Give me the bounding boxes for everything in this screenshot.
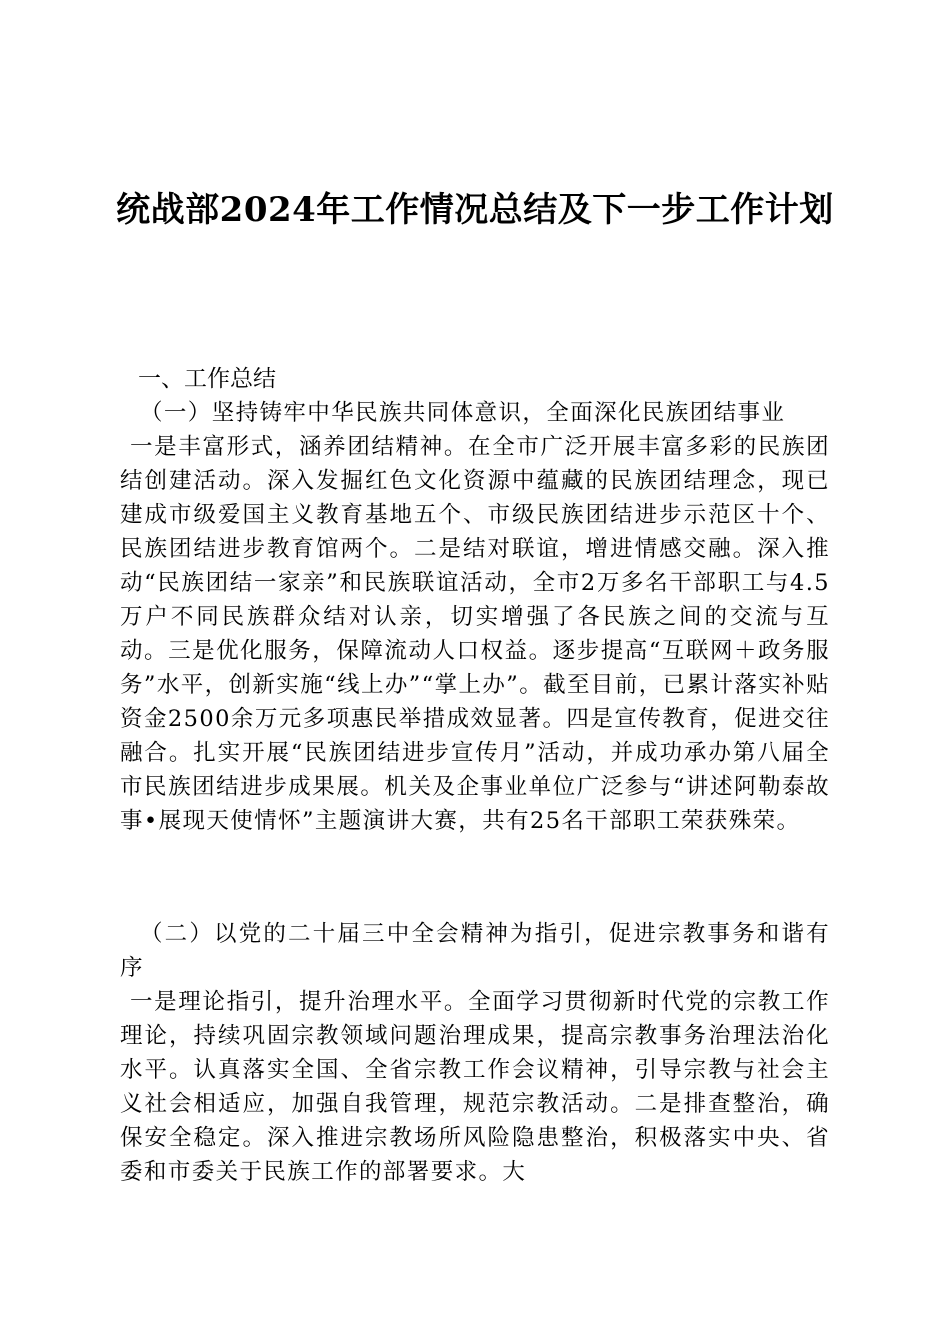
subsection-1 bbox=[120, 396, 830, 838]
subsection-2-body: 一是理论指引，提升治理水平。全面学习贯彻新时代党的宗教工作理论，持续巩固宗教领域问题治理成果，提高宗教事务治理法治化水平。认真落实全国、全省宗教工作会议精神，引导宗教与社会主义社会相适应，加强自我管理，规范宗教活动。二是排查整治，确保安全稳定。深入推进宗教场所风险隐患整治，积极落实中央、省委和市委关于民族工作的部署要求。大 bbox=[120, 989, 830, 1185]
subsection-2-heading: （二）以党的二十届三中全会精神为指引，促进宗教事务和谐有序 bbox=[120, 921, 830, 981]
document-title: 统战部2024年工作情况总结及下一步工作计划 bbox=[116, 190, 834, 230]
subsection-1-heading: （一）坚持铸牢中华民族共同体意识，全面深化民族团结事业 bbox=[140, 400, 786, 426]
subsection-1-body: 一是丰富形式，涵养团结精神。在全市广泛开展丰富多彩的民族团结创建活动。深入发掘红色文化资源中蕴藏的民族团结理念，现已建成市级爱国主义教育基地五个、市级民族团结进步示范区十个、民族团结进步教育馆两个。二是结对联谊，增进情感交融。深入推动“民族团结一家亲”和民族联谊活动，全市2万多名干部职工与4.5万户不同民族群众结对认亲，切实增强了各民族之间的交流与互动。三是优化服务，保障流动人口权益。逐步提高“互联网＋政务服务”水平，创新实施“线上办”“掌上办”。截至目前，已累计落实补贴资金2500余万元多项惠民举措成效显著。四是宣传教育，促进交往融合。扎实开展“民族团结进步宣传月”活动，并成功承办第八届全市民族团结进步成果展。机关及企事业单位广泛参与“讲述阿勒泰故事•展现天使情怀”主题演讲大赛，共有25名干部职工荣获殊荣。 bbox=[120, 434, 830, 834]
section-heading-work-summary: 一、工作总结 bbox=[138, 366, 276, 392]
subsection-2 bbox=[120, 917, 830, 1189]
